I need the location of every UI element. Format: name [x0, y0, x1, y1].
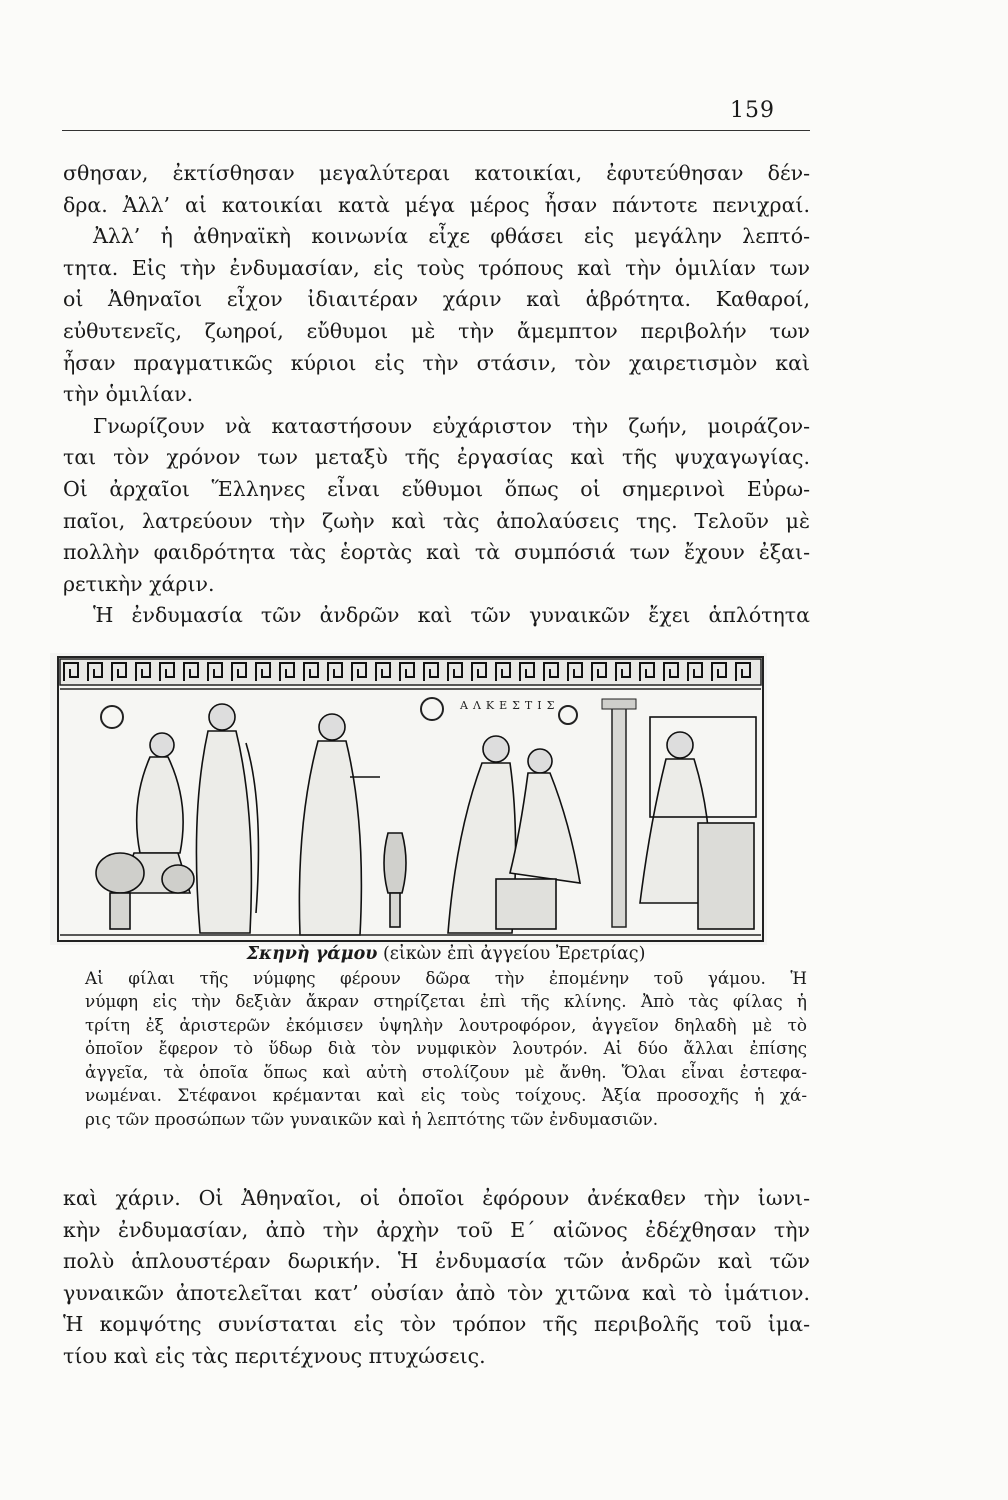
text-line: Οἱ ἀρχαῖοι Ἕλληνες εἶναι εὔθυμοι ὅπως οἱ σημερινοὶ Εὐρω- [63, 476, 810, 501]
caption-line: ἀγγεῖα, τὰ ὁποῖα ὅπως καὶ αὐτὴ στολίζουν μὲ ἄνθη. Ὅλαι εἶναι ἐστεφα- [85, 1061, 807, 1082]
text-line: τὴν ὁμιλίαν. [63, 382, 194, 407]
caption-line: νύμφη εἰς τὴν δεξιὰν ἄκραν στηρίζεται ἐπὶ τῆς κλίνης. Ἀπὸ τὰς φίλας ἡ [85, 991, 807, 1011]
caption-line: τρίτη ἐξ ἀριστερῶν ἐκόμισεν ὑψηλὴν λουτροφόρον, ἀγγεῖον δηλαδὴ μὲ τὸ [85, 1014, 807, 1035]
figure-caption [85, 943, 807, 1131]
caption-line: Αἱ φίλαι τῆς νύμφης φέρουν δῶρα τὴν ἐπομένην τοῦ γάμου. Ἡ [85, 967, 807, 988]
text-line: πολὺ ἁπλουστέραν δωρικήν. Ἡ ἐνδυμασία τῶν ἀνδρῶν καὶ τῶν [63, 1249, 810, 1274]
text-line: Γνωρίζουν νὰ καταστήσουν εὐχάριστον τὴν ζωήν, μοιράζον- [93, 413, 810, 438]
text-line: πολλὴν φαιδρότητα τὰς ἑορτὰς καὶ τὰ συμπόσιά των ἔχουν ἐξαι- [63, 540, 810, 565]
text-line: δρα. Ἀλλ’ αἱ κατοικίαι κατὰ μέγα μέρος ἦσαν πάντοτε πενιχραί. [63, 192, 810, 217]
page-number: 159 [730, 98, 775, 123]
caption-line: νωμέναι. Στέφανοι κρέμανται καὶ εἰς τοὺς τοίχους. Ἀξία προσοχῆς ἡ χά- [85, 1085, 807, 1105]
caption-title-italic: Σκηνὴ γάμου [246, 944, 378, 964]
vase-inscription: ΑΛΚΕΣΤΙΣ [460, 699, 560, 712]
text-line: σθησαν, ἐκτίσθησαν μεγαλύτεραι κατοικίαι, ἐφυτεύθησαν δέν- [63, 161, 810, 185]
text-line: εὐθυτενεῖς, ζωηροί, εὔθυμοι μὲ τὴν ἄμεμπτον περιβολήν των [63, 318, 810, 343]
text-line: ρετικὴν χάριν. [63, 571, 215, 596]
text-line: γυναικῶν ἀποτελεῖται κατ’ οὐσίαν ἀπὸ τὸν χιτῶνα καὶ τὸ ἱμάτιον. [63, 1280, 810, 1305]
vase-painting-illustration [50, 653, 767, 945]
text-line: Ἀλλ’ ἡ ἀθηναϊκὴ κοινωνία εἶχε φθάσει εἰς μεγάλην λεπτό- [93, 224, 810, 249]
text-line: Ἡ κομψότης συνίσταται εἰς τὸν τρόπον τῆς περιβολῆς τοῦ ἱμα- [63, 1312, 810, 1337]
vase-painting-figure [50, 653, 767, 945]
body-text-top [63, 158, 810, 632]
text-line: Ἡ ἐνδυμασία τῶν ἀνδρῶν καὶ τῶν γυναικῶν ἔχει ἁπλότητα [93, 603, 810, 628]
text-line: οἱ Ἀθηναῖοι εἶχον ἰδιαιτέραν χάριν καὶ ἁβρότητα. Καθαροί, [63, 287, 810, 312]
header-rule [62, 130, 810, 131]
text-line: καὶ χάριν. Οἱ Ἀθηναῖοι, οἱ ὁποῖοι ἐφόρουν ἀνέκαθεν τὴν ἰωνι- [63, 1186, 810, 1210]
text-line: τητα. Εἰς τὴν ἐνδυμασίαν, εἰς τοὺς τρόπους καὶ τὴν ὁμιλίαν των [63, 255, 810, 280]
caption-line: ὁποῖον ἔφερον τὸ ὕδωρ διὰ τὸν νυμφικὸν λουτρόν. Αἱ δύο ἄλλαι ἐπίσης [85, 1038, 807, 1058]
text-line: τίου καὶ εἰς τὰς περιτέχνους πτυχώσεις. [63, 1343, 486, 1368]
text-line: ἦσαν πραγματικῶς κύριοι εἰς τὴν στάσιν, τὸν χαιρετισμὸν καὶ [63, 350, 810, 375]
text-line: παῖοι, λατρεύουν τὴν ζωὴν καὶ τὰς ἀπολαύσεις της. Τελοῦν μὲ [63, 508, 810, 533]
caption-title-rest: (εἰκὼν ἐπὶ ἀγγείου Ἐρετρίας) [377, 944, 646, 964]
caption-line: ρις τῶν προσώπων τῶν γυναικῶν καὶ ἡ λεπτότης τῶν ἐνδυμασιῶν. [85, 1108, 659, 1129]
text-line: ται τὸν χρόνον των μεταξὺ τῆς ἐργασίας καὶ τῆς ψυχαγωγίας. [63, 445, 810, 470]
body-text-bottom [63, 1183, 810, 1373]
text-line: κὴν ἐνδυμασίαν, ἀπὸ τὴν ἀρχὴν τοῦ Ε΄ αἰῶνος ἐδέχθησαν τὴν [63, 1217, 810, 1242]
caption-title [85, 943, 807, 967]
